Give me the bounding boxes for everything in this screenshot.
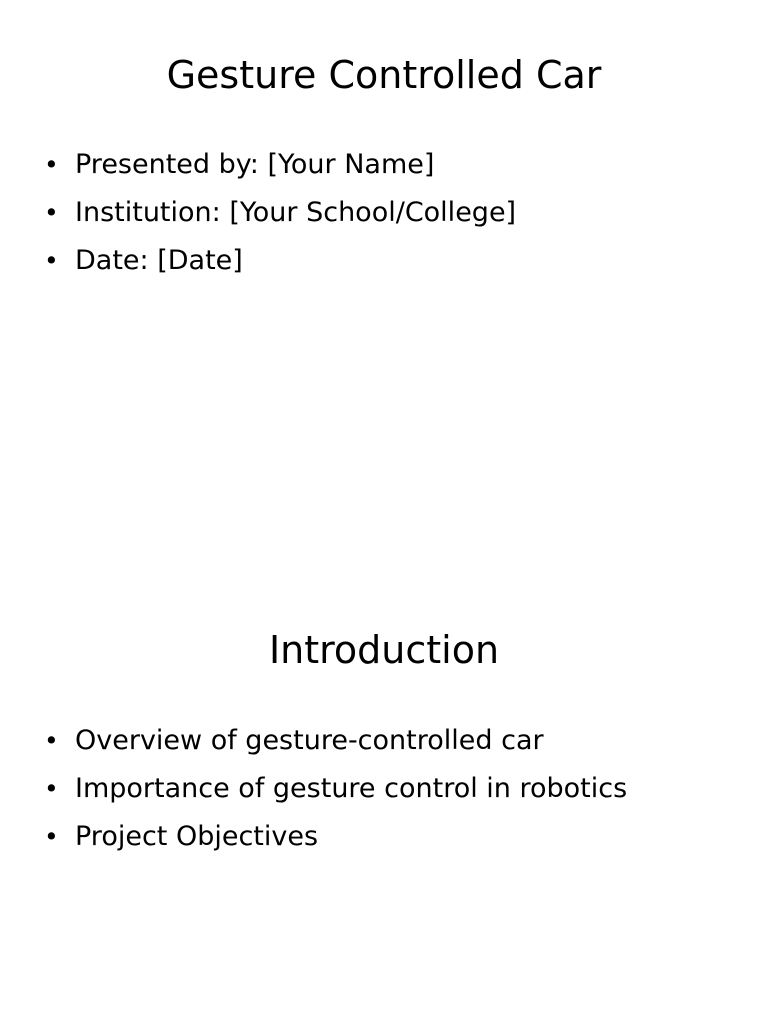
bullet-icon: •	[44, 726, 59, 755]
bullet-list	[44, 141, 516, 285]
bullet-icon: •	[44, 774, 59, 803]
bullet-item	[44, 237, 516, 285]
bullet-text: Project Objectives	[75, 821, 319, 852]
bullet-icon: •	[44, 822, 59, 851]
bullet-item	[44, 813, 627, 861]
bullet-item	[44, 141, 516, 189]
bullet-text: Presented by: [Your Name]	[75, 149, 435, 180]
slide-introduction	[0, 576, 768, 1024]
bullet-icon: •	[44, 246, 59, 275]
bullet-item	[44, 765, 627, 813]
bullet-icon: •	[44, 150, 59, 179]
bullet-text: Overview of gesture-controlled car	[75, 725, 544, 756]
bullet-item	[44, 717, 627, 765]
slide-title: Introduction	[268, 628, 500, 672]
bullet-icon: •	[44, 198, 59, 227]
slide-title: Gesture Controlled Car	[166, 53, 602, 97]
bullet-text: Institution: [Your School/College]	[75, 197, 517, 228]
bullet-item	[44, 189, 516, 237]
bullet-text: Date: [Date]	[75, 245, 243, 276]
bullet-list	[44, 717, 627, 861]
bullet-text: Importance of gesture control in robotics	[75, 773, 628, 804]
